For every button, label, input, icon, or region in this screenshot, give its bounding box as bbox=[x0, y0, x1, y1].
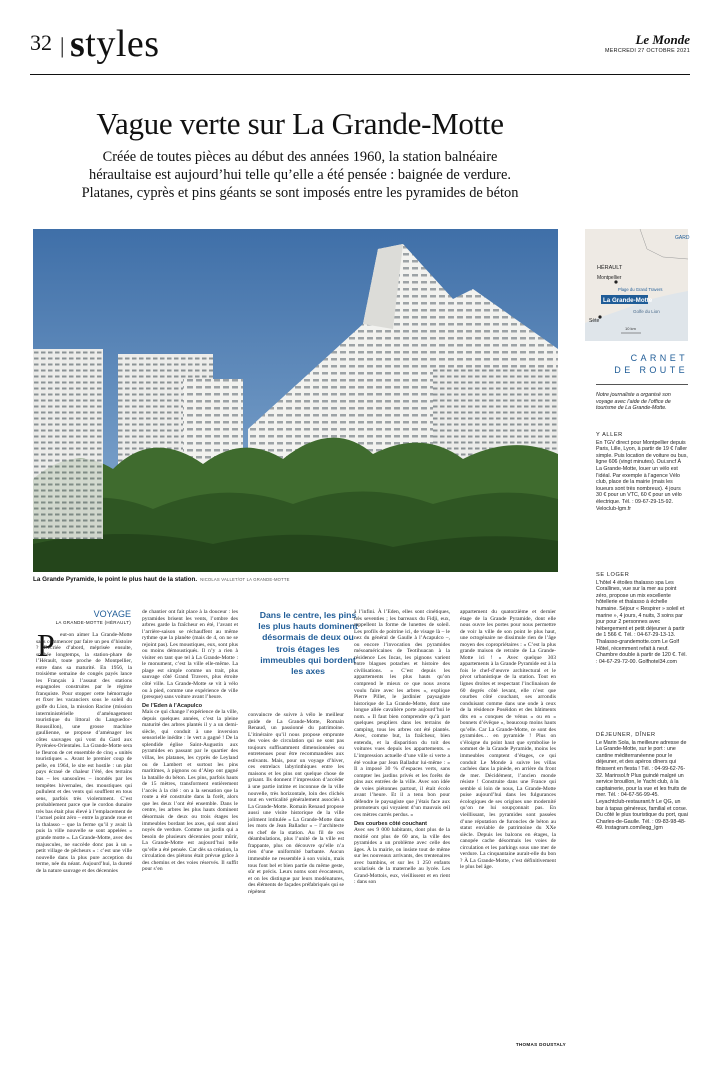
header-rule bbox=[30, 74, 690, 75]
header-separator: | bbox=[60, 33, 65, 58]
sidebar-heading: Y ALLER bbox=[596, 432, 623, 438]
map-scale-label: 10 km bbox=[625, 326, 636, 331]
map-label-gard: GARD bbox=[675, 235, 690, 241]
sidebar-section-dining bbox=[596, 732, 688, 832]
drop-cap: P bbox=[37, 627, 55, 663]
issue-date: MERCREDI 27 OCTOBRE 2021 bbox=[605, 48, 690, 54]
sidebar-title bbox=[588, 352, 688, 376]
sidebar-heading: SE LOGER bbox=[596, 572, 630, 578]
map-label-herault: HÉRAULT bbox=[597, 265, 623, 271]
article-title: Vague verte sur La Grande-Motte bbox=[96, 106, 504, 141]
article-deck: Créée de toutes pièces au début des années 1960, la station balnéaire héraultaise est aujourd’hui telle qu’elle a été pensée : baignée de verdure. Platanes, cyprès et pins géants se sont imposés entre les pyramides de béton bbox=[81, 149, 519, 201]
column-2-text-b: Mais ce qui change l’expérience de la ville, depuis quelques années, c’est la pleine maturité des arbres plantés il y a un demi-siècle, qui conduit à une inversion sensorielle inédite : le vert a gagné ! De la splendide église Saint-Augustin aux pyramides en passant par le quartier des villas, les platanes, les cyprès de Leyland ou de Lambert et surtout les pins maritimes, à pignons ou d’Alep ont gagné la bataille du béton. Les pins, parfois hauts de 15 mètres, transforment entièrement l’accès à la cité : on a la sensation que la route a été construite dans la forêt, alors que les deux l’ont été ensemble. Dans le centre, les arbres les plus hauts dominent désormais de deux ou trois étages les immeubles bordant les axes, qui sont ainsi noyés de verdure. Comme un jardin qui a besoin de plusieurs décennies pour mûrir, La Grande-Motte est aujourd’hui telle qu’elle a été pensée. Car dès sa création, la circulation des piétons était prévue grâce à des chemins et des voies réservés. Il suffit pour s’en bbox=[142, 709, 238, 873]
sidebar-text: Le Marin Sola, la meilleure adresse de La Grande-Motte, sur le port : une cantine méditerranéenne pour le déjeuner, et des apéros dîners qui finissent en fiesta ! Tél. : 04-99-62-76-32. Marinsol.fr Plus guindé malgré un service brouillon, le Yacht club, à la capitainerie, pour la vue et les fruits de mer. Tél. : 04-67-56-99-45. Leyachtclub-restaurant.fr Le QG, un bar à tapas généreux, familial et corse. Du côté le plus touristique du port, quai Charles-de-Gaulle. Tél. : 09-83-98-48-49. Instagram.com/leqg_lgm bbox=[596, 739, 688, 832]
article-dateline: LA GRANDE-MOTTE (HÉRAULT) bbox=[55, 620, 131, 625]
subheading-courbes: Des courbes côté couchant bbox=[354, 820, 428, 827]
author-byline: THOMAS DOUSTALY bbox=[515, 1042, 566, 1047]
sidebar-intro bbox=[596, 392, 688, 412]
sidebar-section-lodging bbox=[596, 572, 688, 665]
map-label-montpellier: Montpellier bbox=[597, 275, 622, 281]
map-label-grand-travers: Plage du Grand Travers bbox=[618, 287, 663, 292]
sidebar-section-getting-there bbox=[596, 432, 688, 512]
column-4-text-a: à l’infini. À l’Eden, elles sont cinétiques, très seventies ; les barreaux du Fidji, eux, rappellent la forme de lunettes de soleil. Les profils de poitrine ici, de visage là – le nez du général de Gaulle à l’Acapulco –, ou encore l’invocation des pyramides mésoaméricaines de Teotihuacan à la résidence Les Incas, les pignons varient entre blagues potaches et histoire des civilisations. « C’est depuis les appartements les plus hauts qu’on comprend le mieux ce que nous avons voulu faire avec les arbres », explique Pierre Pillet, le jardinier paysagiste historique de La Grande-Motte, dont une longue allée cavalière porte aujourd’hui le nom. « Il faut bien comprendre qu’à part quelques peupliers dans les terrains de camping, tous les arbres ont été plantés. Avec, comme but, la fraîcheur, bien entendu, et la disparition du toit des voitures vues depuis les appartements. » L’impression actuelle d’une ville si verte a été voulue par Jean Balladur lui-même : « Il a imposé 30 % d’espaces verts, sans compter les jardins privés et les forêts de pins aux entrées de la ville. Avec son idée de voies piétonnes partout, il était écolo avant l’heure. Et il a tenu bon pour défendre le paysagiste que j’étais face aux promoteurs qui voyaient d’un mauvais œil ces mètres carrés perdus. » bbox=[354, 609, 450, 818]
caption-text: La Grande Pyramide, le point le plus haut de la station. bbox=[33, 576, 198, 583]
sidebar-text: En TGV direct pour Montpellier depuis Paris, Lille, Lyon, à partir de 19 € l’aller simple. Puis location de voiture ou bus, ligne 606 (vingt minutes). Oui.sncf À La Grande-Motte, louer un vélo est l’idéal. Par exemple à l’agence Vélo club, place de la mairie (mais les loueurs sont très nombreux). 4 jours 30 € pour un VTC, 60 € pour un vélo électrique. Tél. : 09-67-29-15-92. Veloclub-lgm.fr bbox=[596, 439, 688, 512]
sidebar-rule bbox=[596, 384, 688, 385]
pull-quote: Dans le centre, les pins les plus hauts dominent désormais de deux ou trois étages les immeubles qui bordent les axes bbox=[258, 610, 358, 677]
section-rest: tyles bbox=[85, 23, 160, 65]
sidebar-text: L’hôtel 4 étoiles thalasso spa Les Corallines, vue sur la mer au point zéro, propose un mix excellente hôtellerie et thalasso à échelle humaine. Séjour « Respirer » soleil et marine », 4 jours, 4 nuits, 3 soins par jour pour 2 personnes avec hébergement et petit déjeuner à partir de 1 566 €. Tél. : 04-67-29-13-13. Thalasso-grandemotte.com Le Golf Hôtel, récemment refait à neuf. Chambre double à partir de 120 €. Tél. : 04-67-29-72-00. Golfhotel34.com bbox=[596, 579, 687, 665]
article-column-3: convaincre de suivre à vélo le meilleur guide de La Grande-Motte, Romain Renaud, un passionné du patrimoine. L’itinéraire qu’il nous propose emprunte des voies de circulation qui ne sont pas toujours suffisamment dimensionnées ou entretenues pour être recommandées aux estivants. Mais, pour un voyage d’hiver, ces entrelacs labyrinthiques entre les maisons et les pins ont quelque chose de grisant. Ils donnent l’impression d’accéder à une partie intime et inconnue de la ville nouvelle, très horizontale, loin des clichés tout en verticalité généralement associés à La Grande-Motte. Romain Renaud propose aussi une visite historique de la ville joliment intitulée « La Grande-Motte dans les mots de Jean Balladur » – l’architecte en chef de la station. Au fil de ces déambulations, plus l’unité de la ville est frappante, plus on découvre qu’elle n’a rien d’une uniformité barbante. Aucun immeuble ne ressemble à son voisin, mais tous font bel et bien partie du même geste, sûr et précis. Leurs noms sont évocateurs, et on les distingue par leurs modénatures, des éléments de façades préfabriqués qui se répètent bbox=[248, 712, 344, 895]
map-graphic bbox=[585, 229, 688, 341]
sidebar-intro-text: Notre journaliste a organisé son voyage avec l’aide de l’office de tourisme de La Grande-Motte. bbox=[596, 392, 671, 412]
map-label-sete: Sète bbox=[589, 318, 600, 324]
masthead: Le Monde bbox=[635, 32, 690, 47]
section-initial: s bbox=[70, 23, 86, 65]
photo-illustration bbox=[33, 229, 558, 572]
article-column-4 bbox=[354, 609, 450, 1044]
section-title bbox=[70, 22, 160, 66]
sidebar-title-line1: CARNET bbox=[630, 353, 688, 363]
photo-caption bbox=[33, 576, 290, 583]
location-map bbox=[585, 229, 688, 341]
subheading-eden: De l’Eden à l’Acapulco bbox=[142, 702, 202, 709]
grande-pyramide-photo bbox=[33, 229, 558, 572]
sidebar-title-line2: DE ROUTE bbox=[614, 365, 688, 375]
article-column-2 bbox=[142, 609, 238, 1044]
photo-credit: NICOLAS VALLET/OT LA GRANDE-MOTTE bbox=[200, 577, 290, 582]
map-label-golfe: Golfe du Lion bbox=[633, 309, 660, 314]
column-4-text-b: Avec ses 9 000 habitants, dont plus de la moitié ont plus de 60 ans, la ville des pyramides a un problème avec celle des âges. À la mairie, on insiste tout de même sur les nouveaux arrivants, des trentenaires avec bambins, et sur les 1 250 enfants scolarisés de la maternelle au lycée. Les Grand-Mottois, eux, vieillissent et en rient : dans son bbox=[354, 827, 450, 886]
page-number: 32 bbox=[30, 30, 52, 55]
column-2-text-a: de chantier ont fait place à la douceur : les pyramides brisent les vents, l’ombre des arbres garde la fraîcheur en été, l’avant et l’arrière-saison se réchauffent au même rythme que la planète (mais de 4, on ne se rejoint pas). Les moustiques, eux, sont plus ou moins démoustiqués. Il n’y a rien à visiter en tant que tel à La Grande-Motte : le monument, c’est la ville elle-même. La plage est simple comme un trait, plus sauvage côté Grand Travers, plus étroite côté ville. La Grande-Motte se vit à vélo ou à pied, comme une expérience de ville (presque) sans voiture avant l’heure. bbox=[142, 609, 238, 701]
article-kicker: VOYAGE bbox=[93, 609, 131, 619]
sidebar-heading: DÉJEUNER, DÎNER bbox=[596, 732, 656, 738]
map-label-grande-motte: La Grande-Motte bbox=[603, 297, 653, 304]
article-column-5: appartement du quatorzième et dernier étage de la Grande Pyramide, dont elle nous ouvre les portes pour nous permettre de voir la ville de son point le plus haut, une octogénaire ne dissimule rien de l’âge moyen des copropriétaires : « C’est la plus grande maison de retraite de La Grande-Motte ici ! » Avec quelque 303 appartements à la Grande Pyramide est à la fois le chef-d’œuvre architectural et le pivot urbanistique de la station. Tout en lignes droites et respectant l’inclinaison de 60 degrés côté levant, elle n’est que courbes côté couchant, ses arrondis conduisant comme dans une onde à ceux de la résidence Poséidon et des bâtiments dits en « conques de vénus » ou en « bonnets d’évêque », beaucoup moins hauts qu’elle. Car La Grande-Motte, ce sont des pyramides… en pyramide ! Plus on s’éloigne du point haut que symbolise le sommet de la Grande Pyramide, moins les immeubles comptent d’étages, ce qui conduit Le Monde à suivre les villas cachées dans la pinède, en arrière du front de mer. Décidément, l’ancien monde résiste ! Construite dans une France qui semble si loin de nous, La Grande-Motte puise aujourd’hui dans les fulgurances écologiques de ses origines une modernité qu’on ne lui soupçonnait pas. En vieillissant, les pyramides sont passées d’une réputation de furoncles de béton au statut enviable de patrimoine du XXe siècle. Depuis les balcons en étages, la canopée cache désormais les voies de circulation et les parkings sous une mer de verdure. La cinquantaine aurait-elle du bon ? À La Grande-Motte, c’est définitivement le plus bel âge. bbox=[460, 609, 556, 871]
article-column-1: eut-on aimer La Grande-Motte sans commencer par faire un peu d’histoire ? Décriée d’abord, méprisée ensuite, snobée longtemps, la station-phare de l’Hérault, toute proche de Montpellier, entre dans sa maturité. En 1956, la troisième semaine de congés payés lance les Français à l’assaut des stations espagnoles construites par le régime franquiste. Pour stopper cette hémorragie et fixer les vacanciers sous le soleil du golfe du Lion, la mission Racine (mission interministérielle d’aménagement touristique du littoral du Languedoc-Roussillon), une grosse machine gaullienne, se propose d’aménager les côtes sauvages qui vont du Gard aux Pyrénées-Orientales. La Grande-Motte sera le fleuron de cet ensemble de cinq « unités touristiques ». Avant le premier coup de pelle, en 1964, le site est hostile : un plat pays écrasé de chaleur l’été, des terrains bas – les sansouïres – inondés par les tempêtes hivernales, des moustiques qui pullulent et des vents qui soufflent en tous sens, parfois très violemment. C’est probablement parce que le cordon dunaire très bas était plus élevé à l’emplacement de l’actuel point zéro – entre la grande roue et la thalasso – que la ferme qu’il y avait là puis la ville nouvelle se sont appelées « grande motte ». La Grande-Motte, avec des majuscules, ne succède donc pas à un « petit village de pêcheurs » : c’est une ville nouvelle dans la plus pure acception du terme, née du néant. Aujourd’hui, la dureté de la nature sauvage et des décennies bbox=[36, 632, 132, 874]
